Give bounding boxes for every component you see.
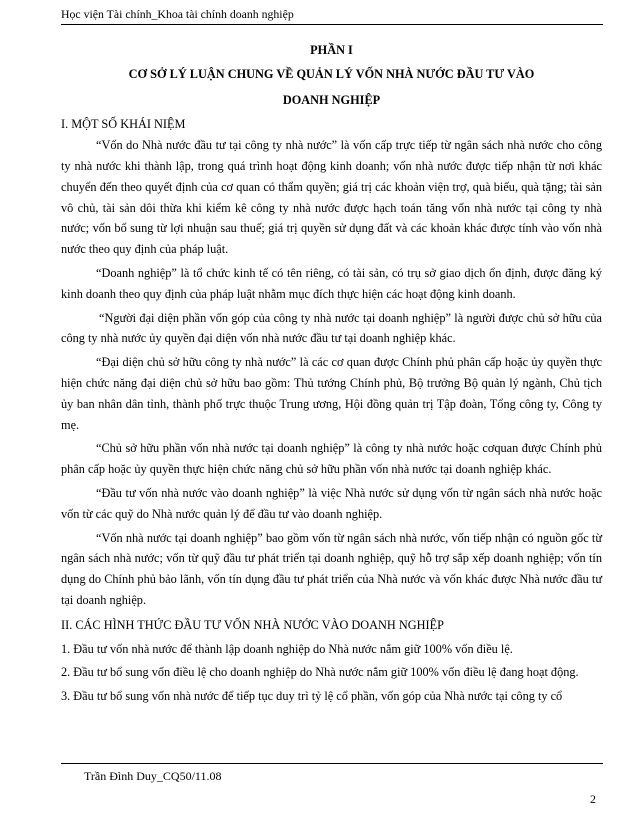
paragraph: “Doanh nghiệp” là tổ chức kinh tế có tên riêng, có tài sản, có trụ sở giao dịch ổn định, được đăng ký kinh doanh theo quy định của pháp luật nhằm mục đích thực hiện các hoạt động kinh doanh.	[61, 265, 602, 301]
section-heading-1: I. MỘT SỐ KHÁI NIỆM	[61, 117, 186, 132]
list-item: 3. Đầu tư bổ sung vốn nhà nước để tiếp tục duy trì tỷ lệ cổ phần, vốn góp của Nhà nước tại công ty cổ	[61, 689, 563, 704]
page-header: Học viện Tài chính_Khoa tài chính doanh nghiệp	[61, 7, 294, 21]
paragraph: “Người đại diện phần vốn góp của công ty nhà nước tại doanh nghiệp” là người được chủ sở hữu của công ty nhà nước ủy quyền đại diện vốn nhà nước đầu tư tại doanh nghiệp khác.	[61, 310, 602, 346]
footer-divider	[61, 763, 603, 764]
chapter-title-line2: DOANH NGHIỆP	[282, 92, 381, 107]
paragraph: “Chủ sở hữu phần vốn nhà nước tại doanh nghiệp” là công ty nhà nước hoặc cơquan được Chính phủ phân cấp hoặc ủy quyền thực hiện chức năng chủ sở hữu phần vốn nhà nước tại doanh nghiệp khác.	[61, 441, 602, 477]
list-item: 1. Đầu tư vốn nhà nước để thành lập doanh nghiệp do Nhà nước nắm giữ 100% vốn điều lệ.	[61, 641, 513, 656]
paragraph: “Vốn do Nhà nước đầu tư tại công ty nhà nước” là vốn cấp trực tiếp từ ngân sách nhà nước cho công ty nhà nước khi thành lập, trong quá trình hoạt động kinh doanh; vốn nhà nước được tiếp nhận từ nơi khác chuyển đến theo quyết định của cơ quan có thẩm quyền; giá trị các khoản viện trợ, quà biếu, quà tặng; tài sản vô chủ, tài sản dôi thừa khi kiểm kê công ty nhà nước được hạch toán tăng vốn nhà nước tại công ty nhà nước; vốn bổ sung từ lợi nhuận sau thuế; giá trị quyền sử dụng đất và các khoản khác được tính vào vốn nhà nước theo quy định của pháp luật.	[61, 138, 602, 257]
list-item: 2. Đầu tư bổ sung vốn điều lệ cho doanh nghiệp do Nhà nước nắm giữ 100% vốn điều lệ đang hoạt động.	[61, 665, 579, 680]
header-divider	[61, 24, 603, 25]
paragraph: “Đầu tư vốn nhà nước vào doanh nghiệp” là việc Nhà nước sử dụng vốn từ ngân sách nhà nước hoặc vốn từ các quỹ do Nhà nước quản lý để đầu tư vào doanh nghiệp.	[61, 485, 602, 521]
footer-author: Trần Đình Duy_CQ50/11.08	[84, 769, 222, 783]
chapter-title-line1: CƠ SỞ LÝ LUẬN CHUNG VỀ QUẢN LÝ VỐN NHÀ NƯỚC ĐẦU TƯ VÀO	[128, 66, 535, 81]
section-heading-2: II. CÁC HÌNH THỨC ĐẦU TƯ VỐN NHÀ NƯỚC VÀO DOANH NGHIỆP	[61, 617, 444, 632]
paragraph: “Vốn nhà nước tại doanh nghiệp” bao gồm vốn từ ngân sách nhà nước, vốn tiếp nhận có nguồn gốc từ ngân sách nhà nước; vốn từ quỹ đầu tư phát triển tại doanh nghiệp, quỹ hỗ trợ sắp xếp doanh nghiệp; vốn tín dụng do Chính phủ bảo lãnh, vốn tín dụng đầu tư phát triển của Nhà nước và vốn khác được Nhà nước đầu tư tại doanh nghiệp.	[61, 530, 602, 607]
page-number: 2	[590, 792, 596, 806]
paragraph: “Đại diện chủ sở hữu công ty nhà nước” là các cơ quan được Chính phủ phân cấp hoặc ủy quyền thực hiện chức năng đại diện chủ sở hữu bao gồm: Thủ tướng Chính phủ, Bộ trưởng Bộ quản lý ngành, Chủ tịch ủy ban nhân dân tỉnh, thành phố trực thuộc Trung ương, Hội đồng quản trị Tập đoàn, Tổng công ty, Công ty mẹ.	[61, 355, 602, 432]
part-heading: PHẦN I	[310, 43, 353, 57]
document-body	[61, 36, 602, 707]
